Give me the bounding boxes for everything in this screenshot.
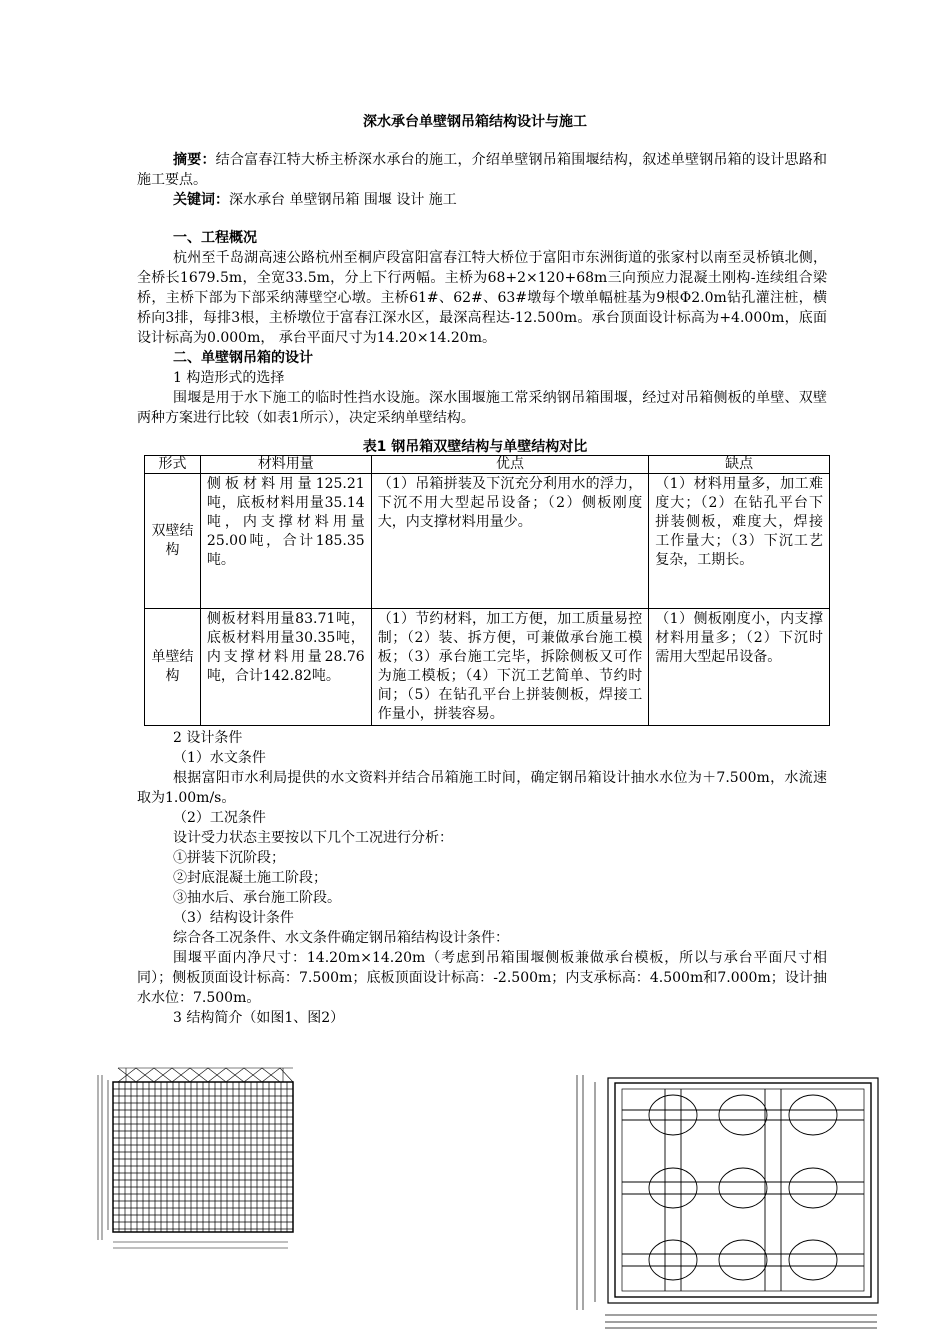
condition-3-detail: 围堰平面内净尺寸：14.20m×14.20m（考虑到吊箱围堰侧板兼做承台模板，所以与承台平面尺寸相同）；侧板顶面设计标高：7.500m；底板顶面设计标高：-2.500m；内支承标高：4.500m和7.000m；设计抽水水位：7.500m。 <box>137 950 827 1006</box>
table-header-row <box>145 456 830 474</box>
table-cell-form: 单壁结构 <box>145 609 201 726</box>
keywords-text: 深水承台 单壁钢吊箱 围堰 设计 施工 <box>229 192 457 208</box>
comparison-table <box>144 455 830 726</box>
table-cell-pros: （1）节约材料，加工方便，加工质量易控制；（2）装、拆方便，可兼做承台施工模板；（3）承台施工完毕，拆除侧板又可作为施工模板；（4）下沉工艺简单、节约时间；（5）在钻孔平台上拼装侧板，焊接工作量小，拼装容易。 <box>371 609 649 726</box>
section1-heading: 一、工程概况 <box>173 230 257 246</box>
subsection-1-heading: 1 构造形式的选择 <box>173 370 285 386</box>
table-row <box>145 609 830 726</box>
table-header-cell: 形式 <box>145 456 201 474</box>
abstract-paragraph <box>137 150 827 190</box>
figure-1-elevation-drawing <box>88 1060 298 1255</box>
abstract-section <box>137 150 827 210</box>
figure-2-plan-drawing <box>565 1070 895 1332</box>
condition-2-heading: （2）工况条件 <box>173 810 266 826</box>
pile-circle <box>649 1240 697 1280</box>
subsection-2-heading: 2 设计条件 <box>173 730 243 746</box>
condition-1-text: 根据富阳市水利局提供的水文资料并结合吊箱施工时间，确定钢吊箱设计抽水水位为＋7.500m，水流速取为1.00m/s。 <box>137 770 827 806</box>
pile-circle <box>789 1168 837 1208</box>
pile-circle <box>789 1095 837 1135</box>
table-cell-material: 侧板材料用量83.71吨，底板材料用量30.35吨，内支撑材料用量28.76吨，合计142.82吨。 <box>200 609 371 726</box>
table-cell-form: 双壁结构 <box>145 474 201 609</box>
section-overview <box>137 228 827 428</box>
section-design-conditions <box>137 728 827 1028</box>
pile-circle <box>789 1240 837 1280</box>
table-header-cell: 材料用量 <box>200 456 371 474</box>
section2-heading: 二、单壁钢吊箱的设计 <box>173 350 313 366</box>
keywords-label: 关键词： <box>173 192 229 208</box>
table-header-cell: 缺点 <box>649 456 830 474</box>
condition-3-text: 综合各工况条件、水文条件确定钢吊箱结构设计条件： <box>173 930 509 946</box>
pile-circle <box>649 1168 697 1208</box>
pile-circle <box>719 1095 767 1135</box>
condition-2-text: 设计受力状态主要按以下几个工况进行分析： <box>173 830 453 846</box>
list-item: ③抽水后、承台施工阶段。 <box>173 890 341 906</box>
condition-3-heading: （3）结构设计条件 <box>173 910 294 926</box>
keywords-paragraph <box>137 190 827 210</box>
table-header-cell: 优点 <box>371 456 649 474</box>
abstract-text: 结合富春江特大桥主桥深水承台的施工，介绍单壁钢吊箱围堰结构，叙述单壁钢吊箱的设计思路和施工要点。 <box>137 152 828 188</box>
pile-circle <box>719 1240 767 1280</box>
table-cell-cons: （1）材料用量多，加工难度大；（2）在钻孔平台下拼装侧板，难度大，焊接工作量大；（3）下沉工艺复杂，工期长。 <box>649 474 830 609</box>
document-title: 深水承台单壁钢吊箱结构设计与施工 <box>363 114 587 130</box>
table-row <box>145 474 830 609</box>
pile-circle <box>719 1168 767 1208</box>
table-cell-material: 侧板材料用量125.21吨，底板材料用量35.14吨，内支撑材料用量25.00吨，合计185.35吨。 <box>200 474 371 609</box>
subsection-3-heading: 3 结构简介（如图1、图2） <box>173 1010 345 1026</box>
table-cell-cons: （1）侧板刚度小，内支撑材料用量多；（2）下沉时需用大型起吊设备。 <box>649 609 830 726</box>
list-item: ②封底混凝土施工阶段； <box>173 870 327 886</box>
condition-1-heading: （1）水文条件 <box>173 750 266 766</box>
table1-caption: 表1 钢吊箱双壁结构与单壁结构对比 <box>362 439 588 455</box>
table-cell-pros: （1）吊箱拼装及下沉充分利用水的浮力，下沉不用大型起吊设备；（2）侧板刚度大，内支撑材料用量少。 <box>371 474 649 609</box>
pile-circle <box>649 1095 697 1135</box>
section2-paragraph: 围堰是用于水下施工的临时性挡水设施。深水围堰施工常采纳钢吊箱围堰，经过对吊箱侧板的单壁、双壁两种方案进行比较（如表1所示），决定采纳单壁结构。 <box>137 390 827 426</box>
section1-paragraph: 杭州至千岛湖高速公路杭州至桐庐段富阳富春江特大桥位于富阳市东洲街道的张家村以南至灵桥镇北侧，全桥长1679.5m，全宽33.5m，分上下行两幅。主桥为68+2×120+68m三向预应力混凝土刚构-连续组合梁桥，主桥下部为下部采纳薄壁空心墩。主桥61#、62#、63#墩每个墩单幅桩基为9根Φ2.0m钻孔灌注桩，横桥向3排，每排3根，主桥墩位于富春江深水区，最深高程达-12.500m。承台顶面设计标高为+4.000m，底面设计标高为0.000m， 承台平面尺寸为14.20×14.20m。 <box>137 250 827 346</box>
list-item: ①拼装下沉阶段； <box>173 850 285 866</box>
abstract-label: 摘要： <box>173 152 216 168</box>
